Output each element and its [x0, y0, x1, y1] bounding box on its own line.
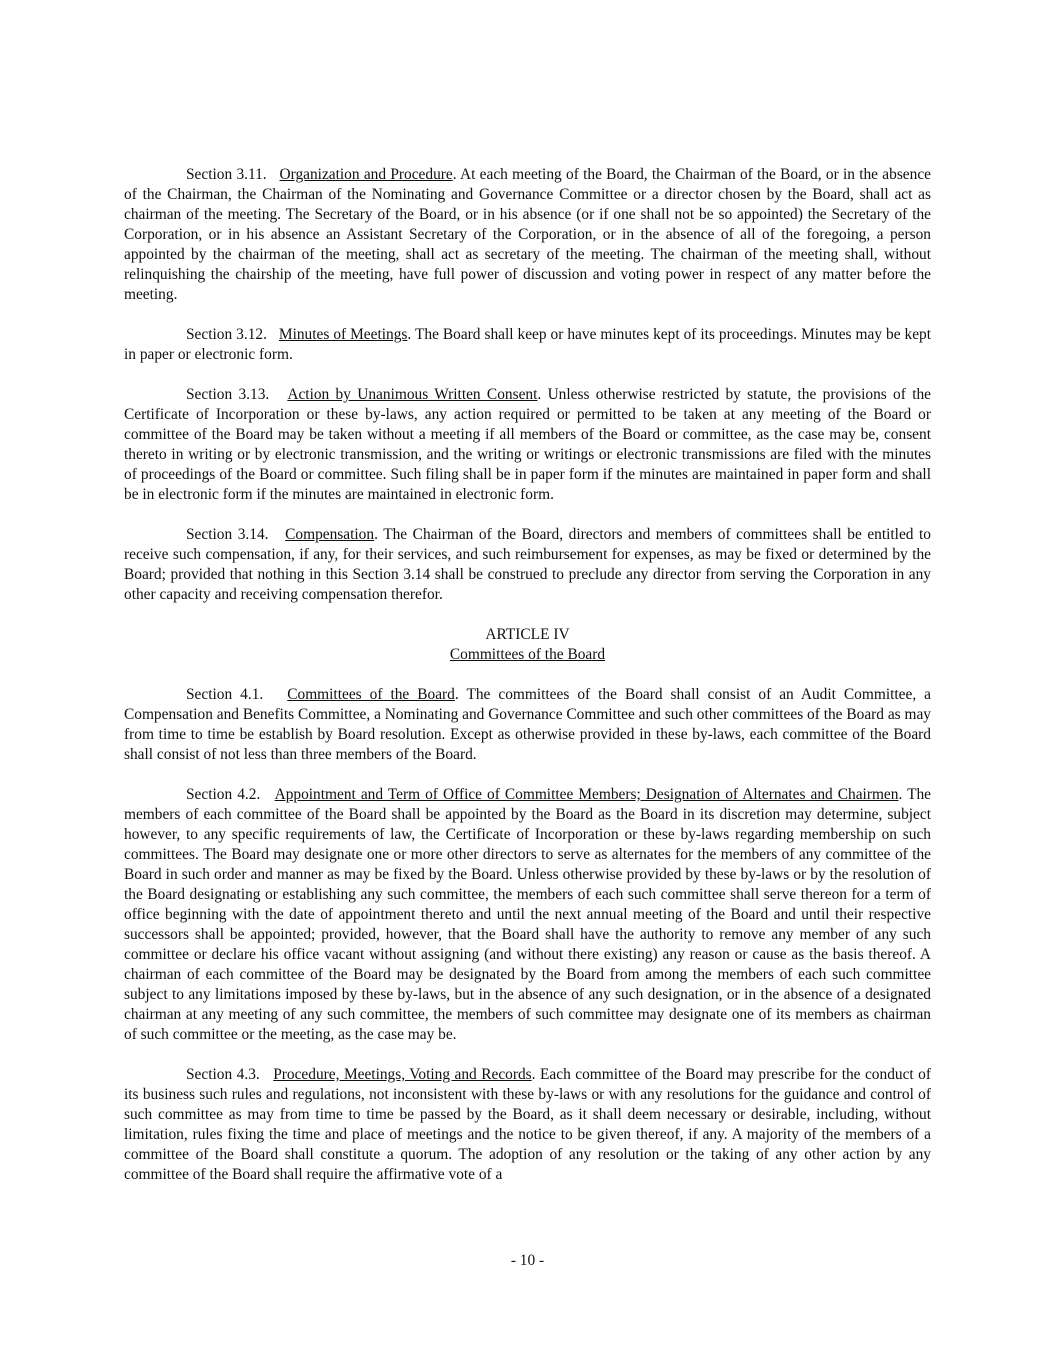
section-text: The Chairman of the Board, directors and members of committees shall be entitled to receive such compensation, if any, for their services, and such reimbursement for expenses, as may be fixed or determined by the Board; provided that nothing in this Section 3.14 shall be construed to preclude any director from serving the Corporation in any other capacity and receiving compensation therefor.	[124, 526, 932, 603]
section-number: Section 4.1.	[186, 686, 264, 703]
article-heading: ARTICLE IV	[485, 626, 570, 643]
section-text: The committees of the Board shall consist of an Audit Committee, a Compensation and Benefits Committee, a Nominating and Governance Committee and such other committees of the Board as may from time to time be establish by Board resolution. Except as otherwise provided in these by-laws, each committee of the Board shall consist of not less than three members of the Board.	[124, 686, 931, 763]
section-4-3: Section 4.3. Procedure, Meetings, Voting and Records. Each committee of the Board may prescribe for the conduct of its business such rules and regulations, not inconsistent with these by-laws or with any resolutions for the guidance and control of such committee as may from time to time be passed by the Board, as it shall deem necessary or desirable, including, without limitation, rules fixing the time and place of meetings and the notice to be given thereof, if any. A majority of the members of a committee of the Board shall constitute a quorum. The adoption of any resolution or the taking of any other action by any committee of the Board shall require the affirmative vote of a	[124, 1066, 932, 1183]
section-title: Action by Unanimous Written Consent	[287, 386, 538, 403]
section-title: Procedure, Meetings, Voting and Records	[273, 1066, 532, 1083]
article-heading-block	[124, 625, 931, 665]
section-text: Each committee of the Board may prescribe for the conduct of its business such rules and regulations, not inconsistent with these by-laws or with any resolutions for the guidance and control of such committee as may from time to time be passed by the Board, as it shall deem necessary or desirable, including, without limitation, rules fixing the time and place of meetings and the notice to be given thereof, if any. A majority of the members of a committee of the Board shall constitute a quorum. The adoption of any resolution or the taking of any other action by any committee of the Board shall require the affirmative vote of a	[124, 1066, 932, 1183]
section-title: Appointment and Term of Office of Committee Members; Designation of Alternates and Chairmen	[274, 786, 899, 803]
section-3-12: Section 3.12. Minutes of Meetings. The Board shall keep or have minutes kept of its proceedings. Minutes may be kept in paper or electronic form.	[124, 326, 932, 363]
section-3-14: Section 3.14. Compensation. The Chairman of the Board, directors and members of committees shall be entitled to receive such compensation, if any, for their services, and such reimbursement for expenses, as may be fixed or determined by the Board; provided that nothing in this Section 3.14 shall be construed to preclude any director from serving the Corporation in any other capacity and receiving compensation therefor.	[124, 526, 932, 603]
page-number: - 10 -	[510, 1252, 545, 1269]
document-body	[124, 165, 931, 1205]
section-4-2: Section 4.2. Appointment and Term of Office of Committee Members; Designation of Alternates and Chairmen. The members of each committee of the Board shall be appointed by the Board as the Board in its discretion may determine, subject however, to any specific requirements of law, the Certificate of Incorporation or these by-laws regarding membership on such committees. The Board may designate one or more other directors to serve as alternates for the members of any committee of the Board in such order and manner as may be fixed by the Board. Unless otherwise provided by these by-laws or by the resolution of the Board designating or establishing any such committee, the members of each such committee shall serve thereon for a term of office beginning with the date of appointment thereto and until the next annual meeting of the Board and until their respective successors shall be appointed; provided, however, that the Board shall have the authority to remove any member of any such committee or declare his office vacant without assigning (and without there existing) any reason or cause as the basis thereof. A chairman of each committee of the Board may be designated by the Board from among the members of each such committee subject to any limitations imposed by these by-laws, but in the absence of any such designation, or in the absence of a designated chairman at any meeting of any such committee, the members of such committee may designate one of its members as chairman of such committee or the meeting, as the case may be.	[124, 786, 931, 1043]
section-number: Section 4.3.	[186, 1066, 260, 1083]
section-text: The members of each committee of the Board shall be appointed by the Board as the Board in its discretion may determine, subject however, to any specific requirements of law, the Certificate of Incorporation or these by-laws regarding membership on such committees. The Board may designate one or more other directors to serve as alternates for the members of any committee of the Board in such order and manner as may be fixed by the Board. Unless otherwise provided by these by-laws or by the resolution of the Board designating or establishing any such committee, the members of each such committee shall serve thereon for a term of office beginning with the date of appointment thereto and until the next annual meeting of the Board and until their respective successors shall be appointed; provided, however, that the Board shall have the authority to remove any member of any such committee or declare his office vacant without assigning (and without there existing) any reason or cause as the basis thereof. A chairman of each committee of the Board may be designated by the Board from among the members of each such committee subject to any limitations imposed by these by-laws, but in the absence of any such designation, or in the absence of a designated chairman at any meeting of any such committee, the members of such committee may designate one of its members as chairman of such committee or the meeting, as the case may be.	[124, 786, 931, 1043]
section-title: Organization and Procedure	[279, 166, 453, 183]
section-number: Section 3.11.	[186, 166, 267, 183]
section-number: Section 3.14.	[186, 526, 269, 543]
section-number: Section 4.2.	[186, 786, 261, 803]
section-4-1: Section 4.1. Committees of the Board. The committees of the Board shall consist of an Audit Committee, a Compensation and Benefits Committee, a Nominating and Governance Committee and such other committees of the Board as may from time to time be establish by Board resolution. Except as otherwise provided in these by-laws, each committee of the Board shall consist of not less than three members of the Board.	[124, 686, 931, 763]
section-number: Section 3.12.	[186, 326, 267, 343]
section-title: Committees of the Board	[287, 686, 455, 703]
article-subheading: Committees of the Board	[449, 646, 606, 663]
section-title: Minutes of Meetings	[278, 326, 408, 343]
section-text: Unless otherwise restricted by statute, the provisions of the Certificate of Incorporation or these by-laws, any action required or permitted to be taken at any meeting of the Board or committee of the Board may be taken without a meeting if all members of the Board or committee, as the case may be, consent thereto in writing or by electronic transmission, and the writing or writings or electronic transmissions are filed with the minutes of proceedings of the Board or committee. Such filing shall be in paper form if the minutes are maintained in paper form and shall be in electronic form if the minutes are maintained in electronic form.	[124, 386, 931, 503]
section-number: Section 3.13.	[186, 386, 270, 403]
section-3-11: Section 3.11. Organization and Procedure. At each meeting of the Board, the Chairman of the Board, or in the absence of the Chairman, the Chairman of the Nominating and Governance Committee or a director chosen by the Board, shall act as chairman of the meeting. The Secretary of the Board, or in his absence (or if one shall not be so appointed) the Secretary of the Corporation, or in his absence an Assistant Secretary of the Corporation, or in the absence of all of the foregoing, a person appointed by the chairman of the meeting, shall act as secretary of the meeting. The chairman of the meeting shall, without relinquishing the chairship of the meeting, have full power of discussion and voting power in respect of any matter before the meeting.	[124, 166, 931, 303]
section-title: Compensation	[285, 526, 375, 543]
section-3-13: Section 3.13. Action by Unanimous Written Consent. Unless otherwise restricted by statute, the provisions of the Certificate of Incorporation or these by-laws, any action required or permitted to be taken at any meeting of the Board or committee of the Board may be taken without a meeting if all members of the Board or committee, as the case may be, consent thereto in writing or by electronic transmission, and the writing or writings or electronic transmissions are filed with the minutes of proceedings of the Board or committee. Such filing shall be in paper form if the minutes are maintained in paper form and shall be in electronic form if the minutes are maintained in electronic form.	[124, 386, 931, 503]
section-text: At each meeting of the Board, the Chairman of the Board, or in the absence of the Chairman, the Chairman of the Nominating and Governance Committee or a director chosen by the Board, shall act as chairman of the meeting. The Secretary of the Board, or in his absence (or if one shall not be so appointed) the Secretary of the Corporation, or in his absence an Assistant Secretary of the Corporation, or in the absence of all of the foregoing, a person appointed by the chairman of the meeting, shall act as secretary of the meeting. The chairman of the meeting shall, without relinquishing the chairship of the meeting, have full power of discussion and voting power in respect of any matter before the meeting.	[124, 166, 931, 303]
section-text: The Board shall keep or have minutes kept of its proceedings. Minutes may be kept in paper or electronic form.	[124, 326, 932, 363]
